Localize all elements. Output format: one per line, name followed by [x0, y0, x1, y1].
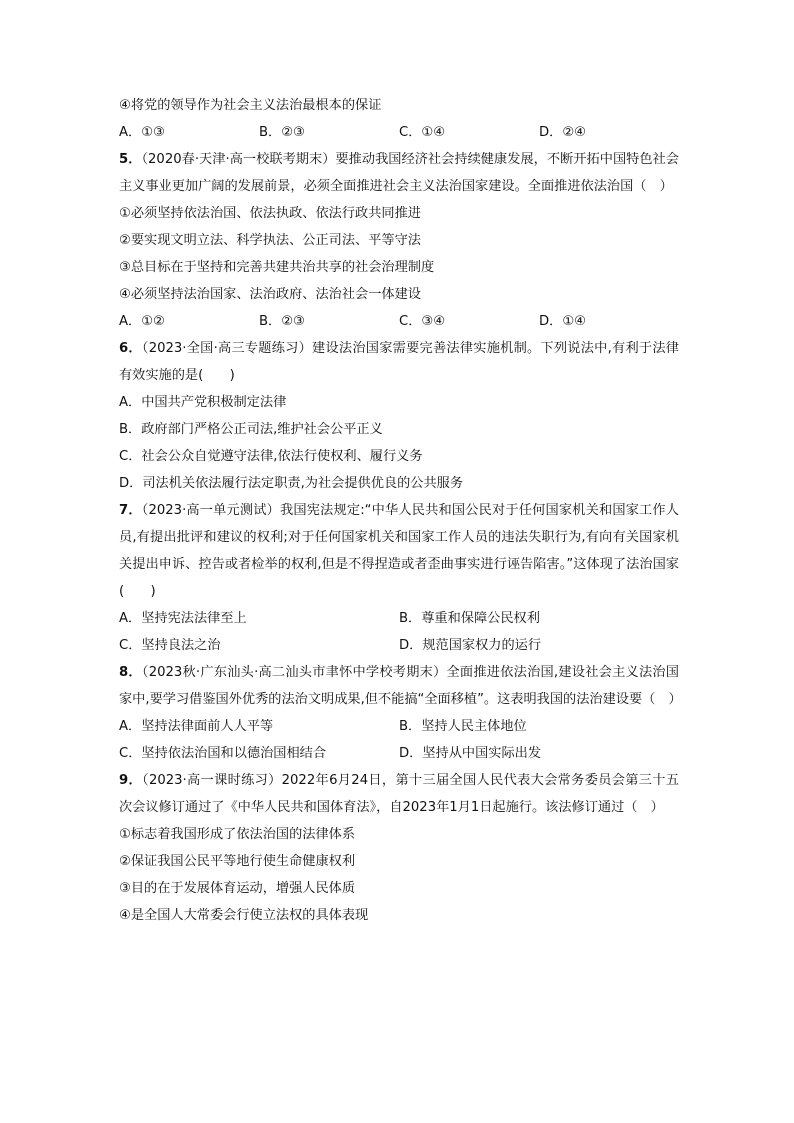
q4-option-b: B．②③ — [259, 125, 305, 140]
q6-stem — [119, 335, 679, 389]
q5-item-3: ③总目标在于坚持和完善共建共治共享的社会治理制度 — [119, 260, 435, 275]
q4-item-4: ④将党的领导作为社会主义法治最根本的保证 — [119, 98, 382, 113]
q7-option-d: D．规范国家权力的运行 — [399, 638, 542, 653]
q8-option-b: B．坚持人民主体地位 — [399, 719, 527, 734]
q6-stem-text: （2023·全国·高三专题练习）建设法治国家需要完善法律实施机制。下列说法中,有利于法律有效实施的是( ) — [119, 341, 679, 383]
q9-item-4: ④是全国人大常委会行使立法权的具体表现 — [119, 908, 369, 923]
q8-options-row-2 — [119, 740, 679, 767]
q4-option-a: A．①③ — [119, 125, 165, 140]
q9-item-3: ③目的在于发展体育运动，增强人民体质 — [119, 881, 356, 896]
q9-stem — [119, 767, 679, 821]
q4-options — [119, 119, 679, 146]
q8-options-row-1 — [119, 713, 679, 740]
q5-item-1: ①必须坚持依法治国、依法执政、依法行政共同推进 — [119, 206, 421, 221]
q8-stem-text: （2023秋·广东汕头·高二汕头市聿怀中学校考期末）全面推进依法治国,建设社会主义法治国家中,要学习借鉴国外优秀的法治文明成果,但不能搞“全面移植”。这表明我国的法治建设要（ ） — [119, 665, 682, 707]
q5-option-a: A．①② — [119, 314, 165, 329]
q7-options-row-2 — [119, 632, 679, 659]
q5-stem — [119, 146, 679, 200]
q5-option-d: D．①④ — [539, 314, 586, 329]
q7-option-a: A．坚持宪法法律至上 — [119, 611, 247, 626]
q6-number: 6． — [119, 341, 142, 356]
q5-item-2: ②要实现文明立法、科学执法、公正司法、平等守法 — [119, 233, 421, 248]
q5-item-4: ④必须坚持法治国家、法治政府、法治社会一体建设 — [119, 287, 421, 302]
q5-number: 5． — [119, 152, 142, 167]
q6-option-b: B．政府部门严格公正司法,维护社会公平正义 — [119, 422, 383, 437]
q7-stem — [119, 497, 679, 605]
q7-number: 7． — [119, 503, 142, 518]
q6-option-a: A．中国共产党积极制定法律 — [119, 395, 287, 410]
q5-options — [119, 308, 679, 335]
q4-option-d: D．②④ — [539, 125, 586, 140]
q7-options-row-1 — [119, 605, 679, 632]
q9-item-1: ①标志着我国形成了依法治国的法律体系 — [119, 827, 356, 842]
q5-option-b: B．②③ — [259, 314, 305, 329]
q7-option-c: C．坚持良法之治 — [119, 638, 221, 653]
q8-stem — [119, 659, 682, 713]
q7-stem-text: （2023·高一单元测试）我国宪法规定:“中华人民共和国公民对于任何国家机关和国家工作人员,有提出批评和建议的权利;对于任何国家机关和国家工作人员的违法失职行为,有向有关国家机关提出申诉、控告或者检举的权利,但是不得捏造或者歪曲事实进行诬告陷害。”这体现了法治国家( ) — [119, 503, 679, 599]
q6-option-d: D．司法机关依法履行法定职责,为社会提供优良的公共服务 — [119, 476, 464, 491]
q6-option-c: C．社会公众自觉遵守法律,依法行使权利、履行义务 — [119, 449, 423, 464]
exam-page — [119, 92, 682, 929]
q8-option-c: C．坚持依法治国和以德治国相结合 — [119, 746, 327, 761]
q8-number: 8． — [119, 665, 142, 680]
q8-option-d: D．坚持从中国实际出发 — [399, 746, 542, 761]
q8-option-a: A．坚持法律面前人人平等 — [119, 719, 274, 734]
q4-option-c: C．①④ — [399, 125, 446, 140]
q5-option-c: C．③④ — [399, 314, 446, 329]
q9-item-2: ②保证我国公民平等地行使生命健康权利 — [119, 854, 356, 869]
q9-number: 9． — [119, 773, 143, 788]
q9-stem-text: （2023·高一课时练习）2022年6月24日，第十三届全国人民代表大会常务委员会第三十五次会议修订通过了《中华人民共和国体育法》，自2023年1月1日起施行。该法修订通过（ ） — [119, 773, 679, 815]
q7-option-b: B．尊重和保障公民权利 — [399, 611, 540, 626]
q5-stem-text: （2020春·天津·高一校联考期末）要推动我国经济社会持续健康发展，不断开拓中国特色社会主义事业更加广阔的发展前景，必须全面推进社会主义法治国家建设。全面推进依法治国（ ） — [119, 152, 679, 194]
